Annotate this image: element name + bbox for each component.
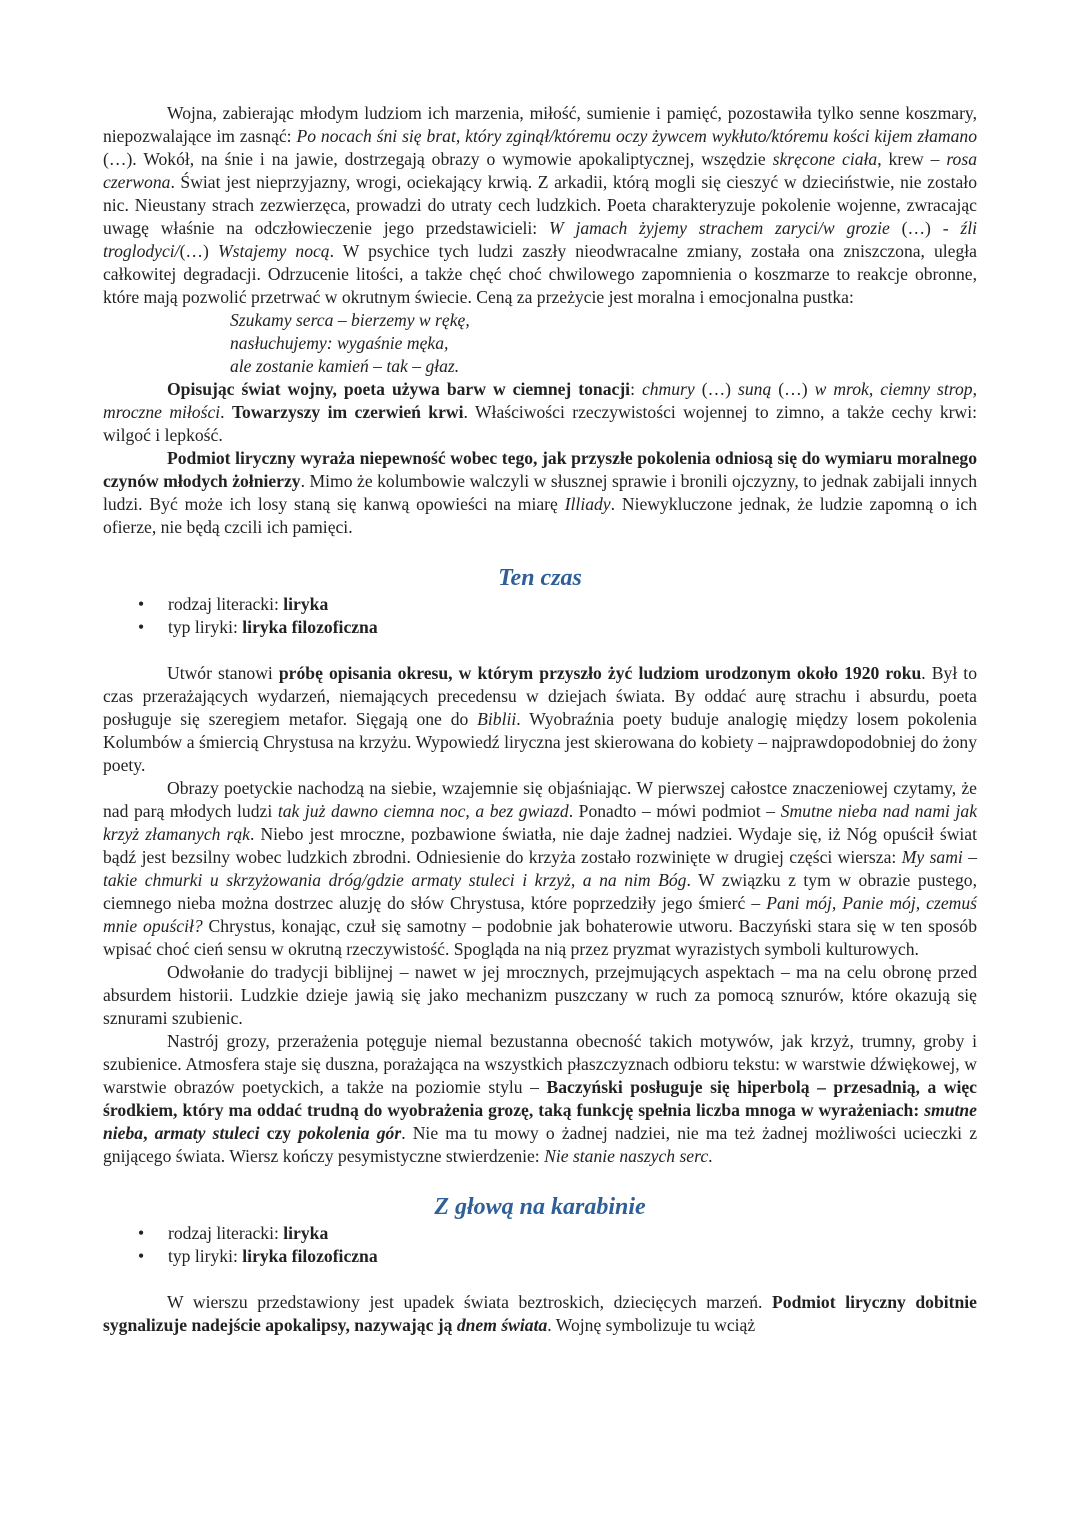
bold-italic-text: pokolenia gór — [298, 1123, 402, 1143]
paragraph — [103, 662, 977, 777]
text-run: typ liryki: — [168, 617, 243, 637]
text-run: . Właściwości rzeczywistości wojennej to zimno, a także cechy krwi: wilgoć i lepkość. — [103, 402, 978, 445]
text-run: typ liryki: — [168, 1246, 243, 1266]
italic-text: rosa czerwona — [103, 149, 977, 192]
italic-text: Smutne nieba nad nami jak krzyż złamanych rąk — [103, 801, 977, 844]
bold-text: Opisując świat wojny, poeta używa barw w ciemnej tonacji — [167, 379, 631, 399]
bold-text: liryka — [283, 594, 329, 614]
italic-text: My sami – takie chmurki u skrzyżowania dróg/gdzie armaty stuleci i krzyż, a na nim Bóg — [103, 847, 978, 890]
text-run: W wierszu przedstawiony jest upadek świata beztroskich, dziecięcych marzeń. — [167, 1292, 773, 1312]
text-run: Szukamy serca – bierzemy w rękę, — [230, 310, 470, 330]
italic-text: Pani mój, Panie mój, czemuś mnie opuścił? — [103, 893, 977, 936]
bullet-list — [103, 593, 977, 639]
paragraph — [103, 1030, 977, 1168]
list-item — [103, 1245, 977, 1268]
italic-text: W jamach żyjemy strachem zaryci/w grozie — [548, 218, 890, 238]
italic-text: tak już dawno ciemna noc, a bez gwiazd — [277, 801, 569, 821]
paragraph — [103, 378, 977, 447]
bold-text: liryka — [283, 1223, 329, 1243]
paragraph — [103, 777, 977, 961]
bold-italic-text: smutne nieba — [103, 1100, 977, 1143]
text-run: Utwór stanowi — [167, 663, 279, 683]
bold-text: próbę opisania okresu, w którym przyszło żyć ludziom urodzonym około 1920 roku — [278, 663, 922, 683]
bold-text: Podmiot liryczny dobitnie sygnalizuje nadejście apokalipsy, nazywając ją — [103, 1292, 977, 1335]
text-run: . W psychice tych ludzi zaszły nieodwracalne zmiany, została ona zniszczona, uległa całkowitej degradacji. Odrzucenie litości, a także chęć choć chwilowego zapomnienia o koszmarze to reakcje obronne, które mają pozwolić przetrwać w okrutnym świecie. Ceną za przeżycie jest moralna i emocjonalna pustka: — [103, 241, 977, 307]
paragraph — [103, 1291, 977, 1337]
text-run: . — [220, 402, 232, 422]
text-run: . Świat jest nieprzyjazny, wrogi, ociekający krwią. Z arkadii, którą mogli się cieszyć w dzieciństwie, nie zostało nic. Nieustany strach zezwierzęca, prowadzi do utraty cech ludzkich. Poeta charakteryzuje pokolenie wojenne, zwracając uwagę właśnie na odczłowieczenie jego przedstawicieli: — [103, 172, 977, 238]
text-run: . Nie ma tu mowy o żadnej nadziei, nie ma też żadnej możliwości ucieczki z gnijącego świata. Wiersz kończy pesymistyczne stwierdzenie: — [103, 1123, 978, 1166]
text-run: . Wyobraźnia poety buduje analogię między losem pokolenia Kolumbów a śmiercią Chrystusa na krzyżu. Wypowiedź liryczna jest skierowana do kobiety – najprawdopodobniej do żony poety. — [103, 709, 977, 775]
text-run: Obrazy poetyckie nachodzą na siebie, wzajemnie się objaśniając. W pierwszej całostce znaczeniowej czytamy, że nad parą młodych ludzi — [103, 778, 977, 821]
bold-text: liryka filozoficzna — [242, 1246, 378, 1266]
italic-text: Nie stanie naszych serc — [544, 1146, 709, 1166]
text-run: , — [972, 379, 977, 399]
text-run: . Niebo jest mroczne, pozbawione światła, nie daje żadnej nadziei. Wydaje się, iż Nóg opuścił świat bądź jest bezsilny wobec ludzkich zbrodni. Odniesienie do krzyża zostało rozwinięte w drugiej części wiersza: — [103, 824, 978, 867]
text-run: Nastrój grozy, przerażenia potęguje niemal bezustanna obecność takich motywów, jak krzyż, trumny, groby i szubienice. Atmosfera staje się duszna, porażająca na wszystkich płaszczyznach odbioru tekstu: w warstwie dźwiękowej, w warstwie obrazów poetyckich, a także na poziomie stylu – — [103, 1031, 977, 1097]
paragraph — [103, 961, 977, 1030]
paragraph — [103, 447, 977, 539]
bold-text: Podmiot liryczny wyraża niepewność wobec tego, jak przyszłe pokolenia odniosą się do wymiaru moralnego czynów młodych żołnierzy — [103, 448, 977, 491]
text-run: (…) — [179, 241, 218, 261]
italic-text: Wstajemy nocą — [217, 241, 330, 261]
text-run: . W związku z tym w obrazie pustego, ciemnego nieba można dostrzec aluzję do słów Chrystusa, które poprzedziły jego śmierć – — [103, 870, 977, 913]
bold-text: liryka filozoficzna — [242, 617, 378, 637]
text-run: . Mimo że kolumbowie walczyli w słusznej sprawie i bronili ojczyzny, to jednak zabijali innych ludzi. Być może ich losy staną się kanwą opowieści na miarę — [103, 471, 978, 514]
list-item — [103, 593, 977, 616]
italic-text: Biblii — [477, 709, 517, 729]
text-run: (…). Wokół, na śnie i na jawie, dostrzegają obrazy o wymowie apokaliptycznej, wszędzie — [103, 149, 773, 169]
text-run: Odwołanie do tradycji biblijnej – nawet w jej mrocznych, przejmujących aspektach – ma na celu obronę przed absurdem historii. Ludzkie dzieje jawią się jako mechanizm puszczany w ruch za pomocą sznurów, które okazują się sznurami szubienic. — [103, 962, 977, 1028]
bold-italic-text: armaty stuleci — [154, 1123, 260, 1143]
bold-text: Towarzyszy im czerwień krwi — [231, 402, 464, 422]
italic-text: w mrok, ciemny strop — [814, 379, 973, 399]
italic-text: Illiady — [564, 494, 611, 514]
text-run: . Niewykluczone jednak, że ludzie zapomną o ich ofierze, nie będą czcili ich pamięci. — [103, 494, 978, 537]
document-page — [103, 102, 977, 1337]
text-run: nasłuchujemy: wygaśnie męka, — [230, 333, 449, 353]
bullet-list — [103, 1222, 977, 1268]
bold-italic-text: dnem świata — [456, 1315, 548, 1335]
section-heading: Ten czas — [498, 565, 582, 591]
text-run: ale zostanie kamień – tak – głaz. — [230, 356, 460, 376]
text-run: . Wojnę symbolizuje tu wciąż — [547, 1315, 756, 1335]
italic-text: mroczne miłości — [103, 402, 221, 422]
text-run: (…) — [694, 379, 739, 399]
italic-text: chmury — [641, 379, 695, 399]
bold-text: , — [143, 1123, 155, 1143]
text-run: rodzaj literacki: — [168, 1223, 284, 1243]
italic-text: źli troglodyci/ — [103, 218, 977, 261]
text-run: , krew – — [877, 149, 947, 169]
bold-text: Baczyński posługuje się hiperbolą – przesadnią, a więc środkiem, który ma oddać trudną do wyobrażenia grozę, taką funkcję spełnia liczba mnoga w wyrażeniach: — [103, 1077, 977, 1120]
poem-line — [103, 332, 977, 355]
text-run: Chrystus, konając, czuł się samotny – podobnie jak bohaterowie utworu. Baczyński stara się w ten sposób wpisać choć cień sensu w okrutną rzeczywistość. Spogląda na nią przez pryzmat wyrazistych symboli kulturowych. — [103, 916, 978, 959]
list-item — [103, 616, 977, 639]
text-run: . Ponadto – mówi podmiot – — [568, 801, 781, 821]
section-heading: Z głową na karabinie — [434, 1194, 646, 1220]
paragraph — [103, 102, 977, 309]
text-run: (…) - — [889, 218, 961, 238]
text-run: . — [708, 1146, 713, 1166]
italic-text: suną — [738, 379, 772, 399]
text-run: : — [630, 379, 642, 399]
list-item — [103, 1222, 977, 1245]
text-run: . Był to czas przerażających wydarzeń, niemających precedensu w dziejach świata. By oddać aurę strachu i absurdu, poeta posługuje się szeregiem metafor. Sięgają one do — [103, 663, 977, 729]
text-run: Wojna, zabierając młodym ludziom ich marzenia, miłość, sumienie i pamięć, pozostawiła tylko senne koszmary, niepozwalające im zasnąć: — [103, 103, 977, 146]
poem-line — [103, 309, 977, 332]
italic-text: Po nocach śni się brat, który zginął/któremu oczy żywcem wykłuto/któremu kości kijem złamano — [296, 126, 977, 146]
bold-text: czy — [259, 1123, 299, 1143]
poem-line — [103, 355, 977, 378]
text-run: (…) — [771, 379, 815, 399]
text-run: rodzaj literacki: — [168, 594, 284, 614]
italic-text: skręcone ciała — [772, 149, 878, 169]
